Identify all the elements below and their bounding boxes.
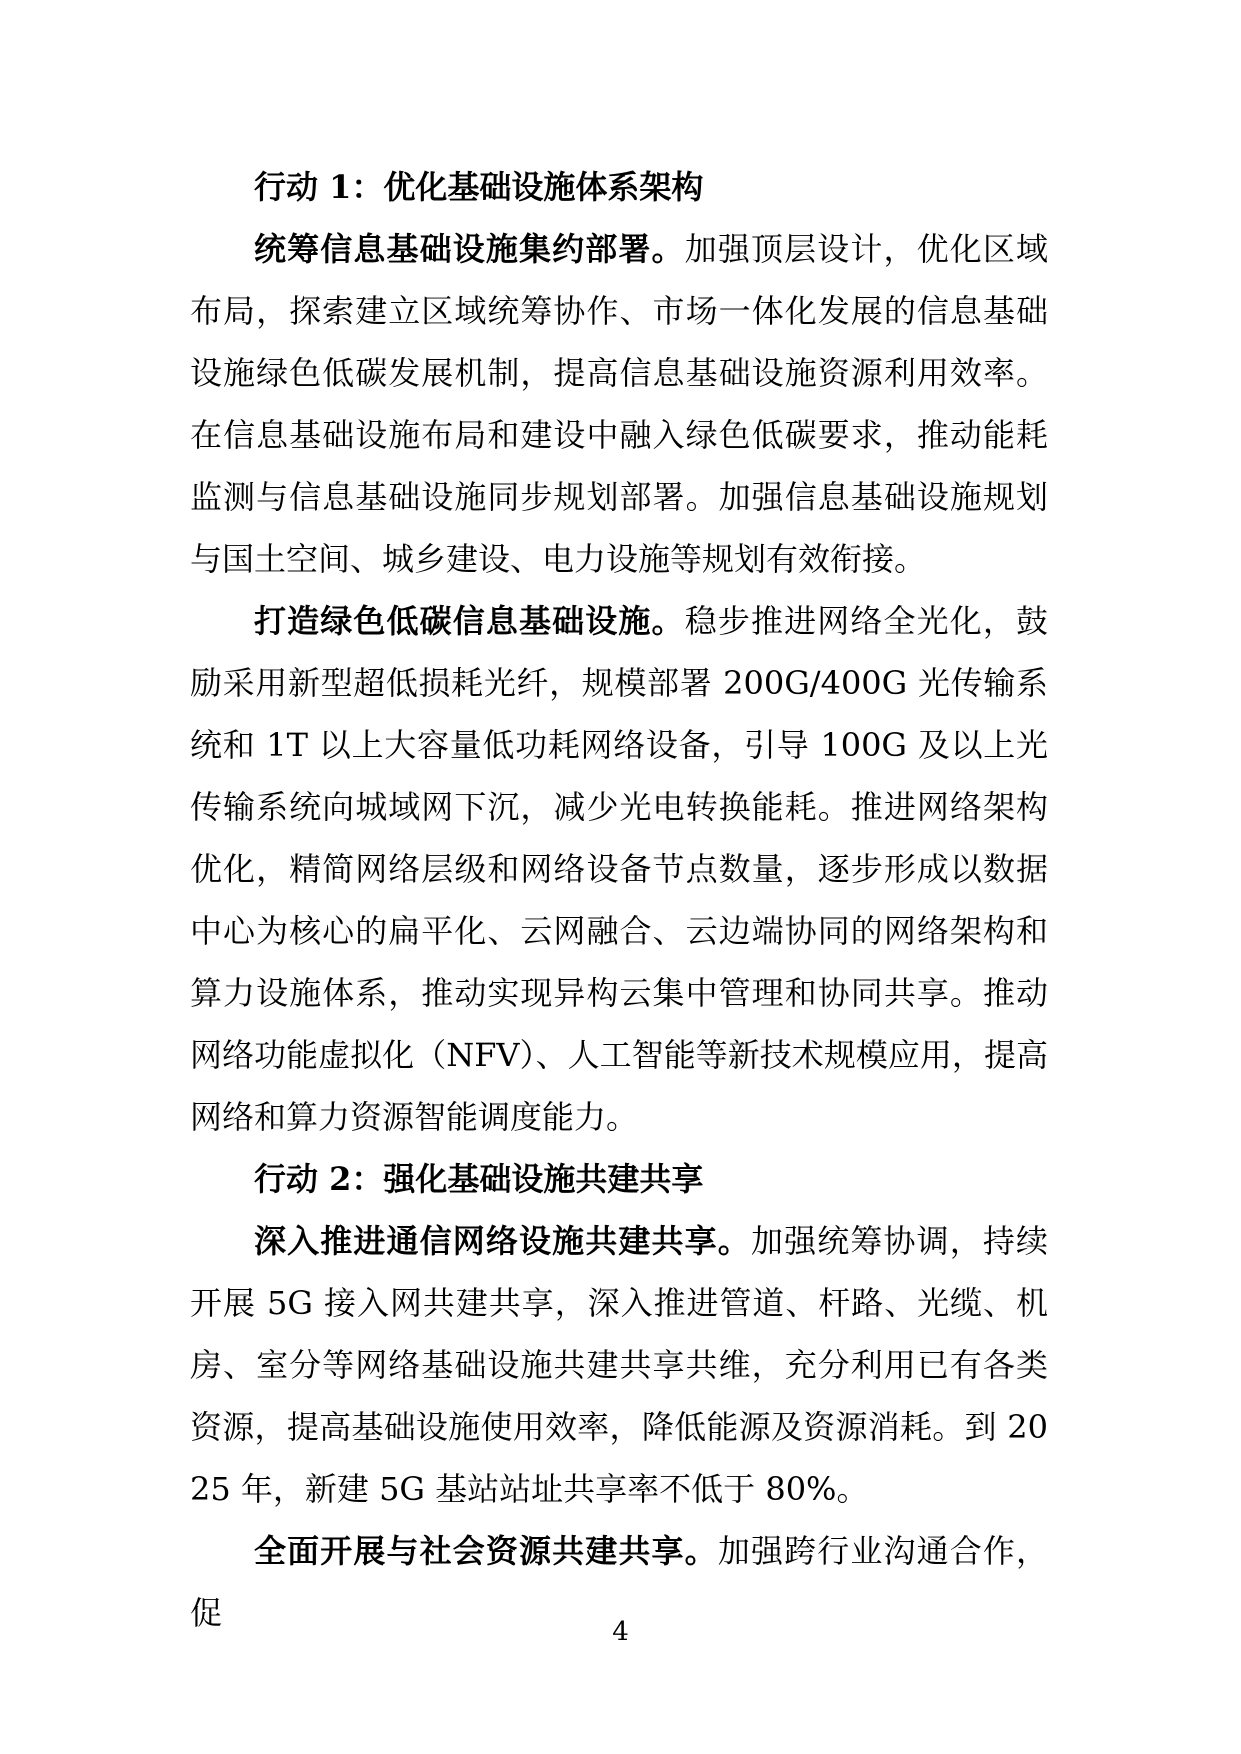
paragraph-text: 加强统筹协调，持续开展 5G 接入网共建共享，深入推进管道、杆路、光缆、机房、室分等网络基础设施共建共享共维，充分利用已有各类资源，提高基础设施使用效率，降低能源及资源消耗。到 2025 年，新建 5G 基站站址共享率不低于 80%。	[190, 1222, 1048, 1508]
paragraph	[190, 218, 1048, 590]
action-1-heading: 行动 1：优化基础设施体系架构	[254, 168, 704, 206]
document-body	[190, 156, 1048, 1644]
paragraph	[190, 590, 1048, 1148]
paragraph-lead: 打造绿色低碳信息基础设施。	[254, 602, 685, 640]
paragraph-lead: 全面开展与社会资源共建共享。	[254, 1532, 718, 1570]
action-2-heading: 行动 2：强化基础设施共建共享	[254, 1160, 704, 1198]
paragraph-lead: 统筹信息基础设施集约部署。	[254, 230, 685, 268]
paragraph-lead: 深入推进通信网络设施共建共享。	[254, 1222, 751, 1260]
paragraph	[190, 1210, 1048, 1520]
paragraph-text: 加强跨行业沟通合作，促	[190, 1532, 1048, 1632]
paragraph-text: 稳步推进网络全光化，鼓励采用新型超低损耗光纤，规模部署 200G/400G 光传输系统和 1T 以上大容量低功耗网络设备，引导 100G 及以上光传输系统向城域网下沉，减少光电转换能耗。推进网络架构优化，精简网络层级和网络设备节点数量，逐步形成以数据中心为核心的扁平化、云网融合、云边端协同的网络架构和算力设施体系，推动实现异构云集中管理和协同共享。推动网络功能虚拟化（NFV）、人工智能等新技术规模应用，提高网络和算力资源智能调度能力。	[190, 602, 1048, 1136]
paragraph-text: 加强顶层设计，优化区域布局，探索建立区域统筹协作、市场一体化发展的信息基础设施绿色低碳发展机制，提高信息基础设施资源利用效率。在信息基础设施布局和建设中融入绿色低碳要求，推动能耗监测与信息基础设施同步规划部署。加强信息基础设施规划与国土空间、城乡建设、电力设施等规划有效衔接。	[190, 230, 1048, 578]
page-number: 4	[612, 1617, 629, 1647]
